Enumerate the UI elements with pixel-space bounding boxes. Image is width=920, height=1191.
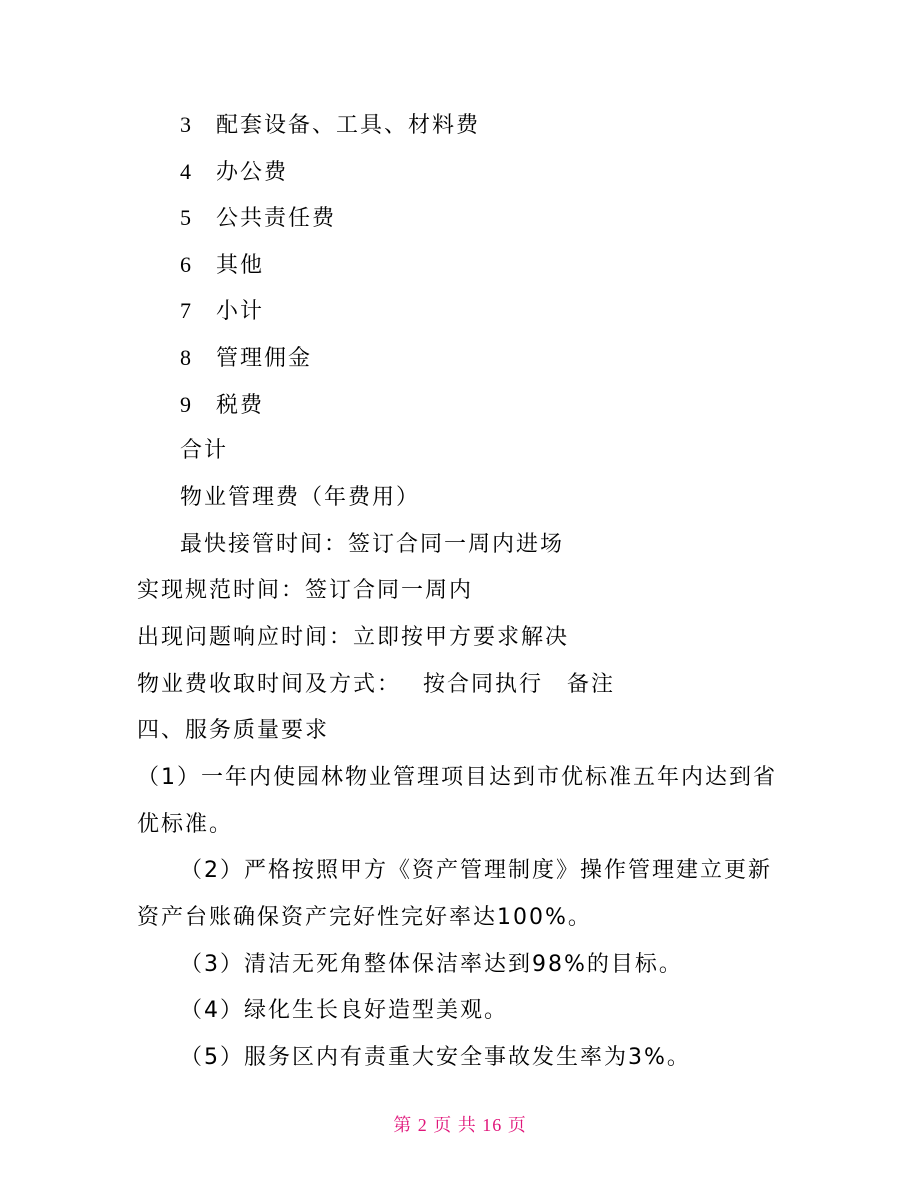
item-label: 管理佣金 bbox=[216, 346, 313, 371]
item-label: 小计 bbox=[216, 299, 265, 324]
requirement-1-line-2: 优标准。 bbox=[137, 812, 234, 837]
item-number: 8 bbox=[180, 345, 193, 370]
section-title: 四、服务质量要求 bbox=[137, 718, 330, 743]
item-label: 其他 bbox=[216, 253, 265, 278]
item-number: 3 bbox=[180, 112, 193, 137]
list-item bbox=[180, 157, 288, 188]
item-label: 配套设备、工具、材料费 bbox=[216, 113, 481, 138]
requirement-5: （5）服务区内有责重大安全事故发生率为3%。 bbox=[180, 1045, 691, 1070]
list-item bbox=[180, 250, 264, 281]
item-label: 公共责任费 bbox=[216, 206, 337, 231]
standard-time: 实现规范时间：签订合同一周内 bbox=[137, 578, 474, 603]
takeover-time: 最快接管时间：签订合同一周内进场 bbox=[180, 532, 565, 557]
item-number: 5 bbox=[180, 205, 193, 230]
requirement-4: （4）绿化生长良好造型美观。 bbox=[180, 998, 508, 1023]
page-footer: 第 2 页 共 16 页 bbox=[393, 1115, 527, 1135]
list-item bbox=[180, 343, 312, 374]
fee-method: 物业费收取时间及方式： 按合同执行 备注 bbox=[137, 672, 615, 697]
requirement-3: （3）清洁无死角整体保洁率达到98%的目标。 bbox=[180, 952, 683, 977]
requirement-2-line-1: （2）严格按照甲方《资产管理制度》操作管理建立更新 bbox=[180, 858, 772, 883]
total-label: 合计 bbox=[180, 438, 229, 463]
item-number: 4 bbox=[180, 159, 193, 184]
annual-fee-label: 物业管理费（年费用） bbox=[180, 485, 421, 510]
list-item bbox=[180, 296, 264, 327]
list-item bbox=[180, 390, 264, 421]
item-number: 6 bbox=[180, 252, 193, 277]
item-label: 税费 bbox=[216, 393, 265, 418]
requirement-1-line-1: （1）一年内使园林物业管理项目达到市优标准五年内达到省 bbox=[137, 765, 777, 790]
list-item bbox=[180, 203, 336, 234]
response-time: 出现问题响应时间：立即按甲方要求解决 bbox=[137, 625, 570, 650]
item-number: 9 bbox=[180, 392, 193, 417]
item-label: 办公费 bbox=[216, 160, 289, 185]
requirement-2-line-2: 资产台账确保资产完好性完好率达100%。 bbox=[137, 905, 592, 930]
item-number: 7 bbox=[180, 298, 193, 323]
list-item bbox=[180, 110, 480, 141]
